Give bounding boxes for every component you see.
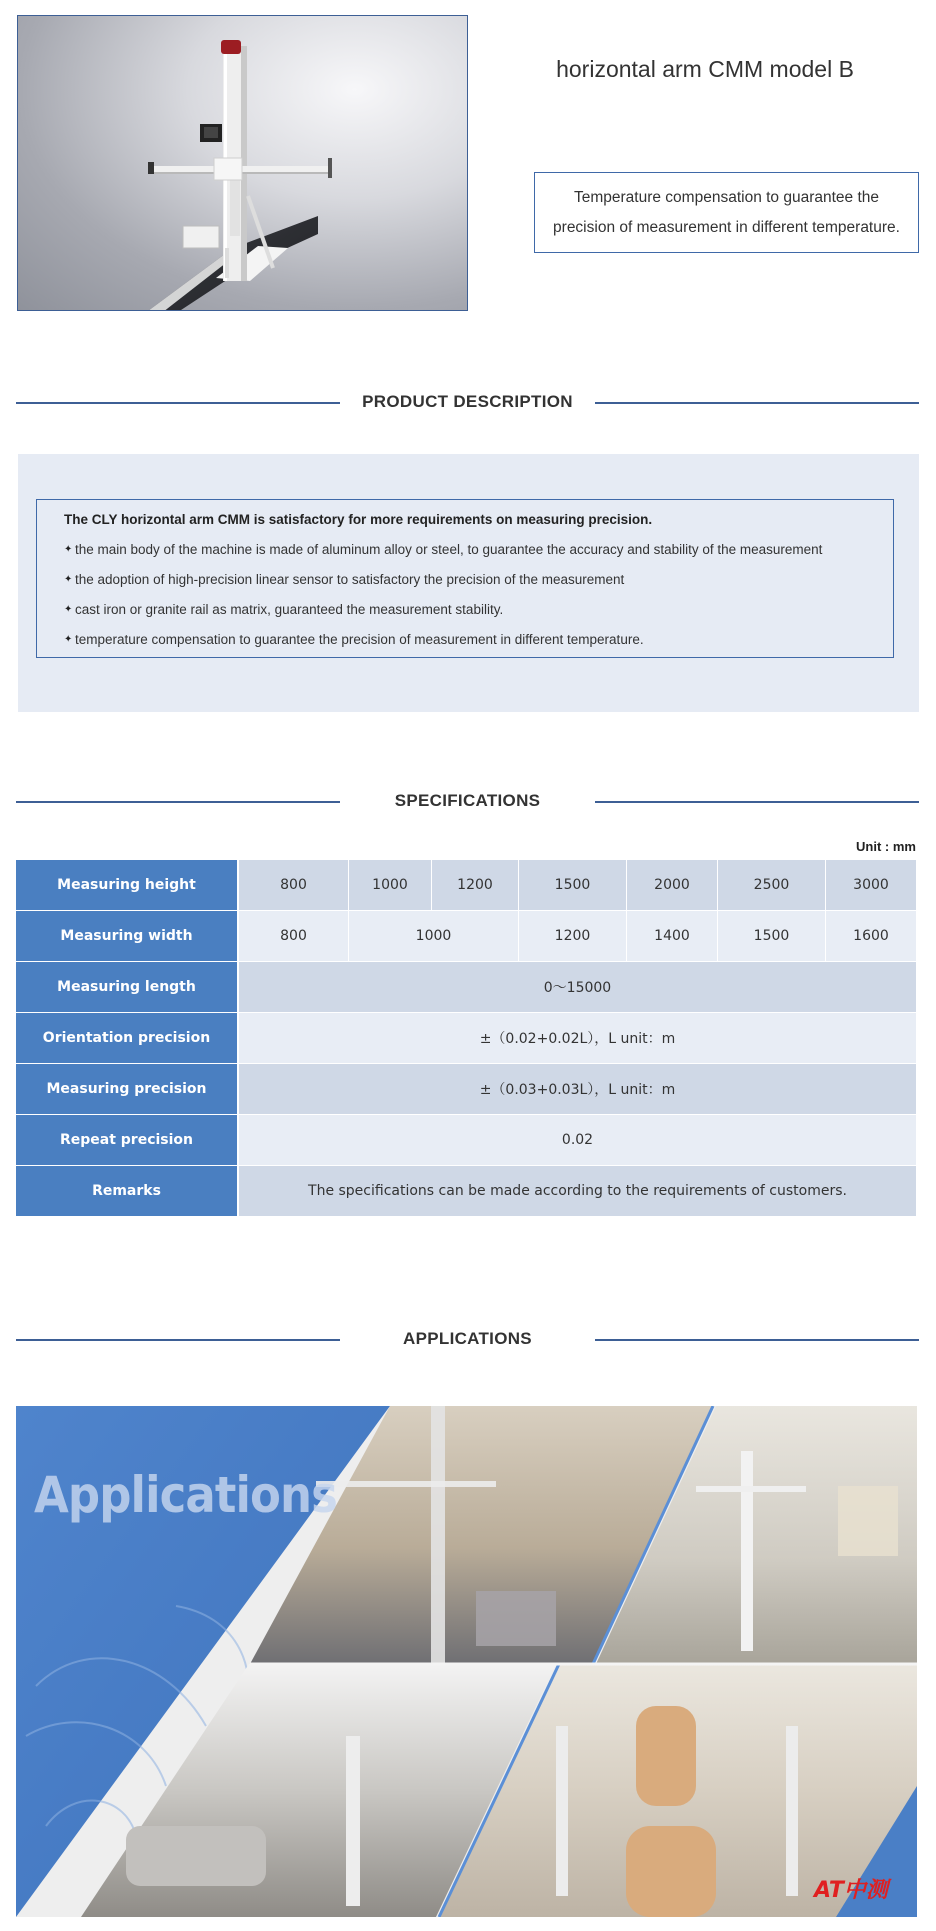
list-item [64, 630, 893, 650]
table-cell: 800 [239, 911, 349, 962]
bullet-icon: ✦ [64, 544, 73, 555]
description-intro: The CLY horizontal arm CMM is satisfactory for more requirements on measuring precision. [64, 512, 653, 527]
table-cell: 1500 [519, 860, 627, 911]
section-heading-description [16, 387, 919, 417]
description-panel [18, 454, 919, 712]
table-cell: ±（0.02+0.02L），L unit：m [239, 1013, 917, 1064]
row-header: Remarks [16, 1166, 239, 1217]
applications-banner-title: Applications [34, 1466, 338, 1524]
table-cell: 1400 [627, 911, 718, 962]
row-header: Measuring height [16, 860, 239, 911]
section-heading-applications [16, 1324, 919, 1354]
table-row [16, 1166, 917, 1217]
section-heading-specifications [16, 786, 919, 816]
list-item [64, 600, 893, 620]
unit-label: Unit : mm [856, 839, 916, 854]
heading-divider-right [595, 801, 919, 803]
brand-logo: AT中测 [814, 1878, 888, 1903]
heading-divider-left [16, 1339, 340, 1341]
list-item [64, 570, 893, 590]
table-cell: 1500 [718, 911, 826, 962]
list-item-text: the adoption of high-precision linear sensor to satisfactory the precision of the measurement [75, 572, 625, 587]
table-cell: 2000 [627, 860, 718, 911]
table-row [16, 1064, 917, 1115]
feature-callout-text: Temperature compensation to guarantee the precision of measurement in different temperature. [553, 188, 900, 236]
list-item [64, 540, 893, 560]
bullet-icon: ✦ [64, 634, 73, 645]
table-row [16, 1013, 917, 1064]
table-cell: 1000 [349, 911, 519, 962]
table-cell: 1600 [826, 911, 917, 962]
list-item-text: temperature compensation to guarantee the precision of measurement in different temperature. [75, 632, 644, 647]
list-item-text: cast iron or granite rail as matrix, guaranteed the measurement stability. [75, 602, 504, 617]
table-row [16, 1115, 917, 1166]
heading-divider-left [16, 801, 340, 803]
table-row [16, 860, 917, 911]
heading-divider-right [595, 1339, 919, 1341]
table-cell: 1000 [349, 860, 432, 911]
row-header: Measuring length [16, 962, 239, 1013]
feature-list [64, 540, 893, 650]
table-cell: 1200 [519, 911, 627, 962]
section-title-applications: APPLICATIONS [403, 1329, 532, 1348]
table-cell: 3000 [826, 860, 917, 911]
table-cell: 0.02 [239, 1115, 917, 1166]
row-header: Measuring precision [16, 1064, 239, 1115]
product-image [17, 15, 468, 311]
table-row [16, 962, 917, 1013]
table-cell: 0～15000 [239, 962, 917, 1013]
section-title-specifications: SPECIFICATIONS [394, 791, 541, 810]
table-cell: 2500 [718, 860, 826, 911]
section-title-description: PRODUCT DESCRIPTION [362, 392, 573, 411]
table-cell: 1200 [432, 860, 519, 911]
table-cell: ±（0.03+0.03L），L unit：m [239, 1064, 917, 1115]
applications-banner [16, 1406, 917, 1917]
row-header: Orientation precision [16, 1013, 239, 1064]
product-title: horizontal arm CMM model B [556, 56, 854, 82]
table-row [16, 911, 917, 962]
bullet-icon: ✦ [64, 574, 73, 585]
heading-divider-left [16, 402, 340, 404]
row-header: Measuring width [16, 911, 239, 962]
specifications-table [16, 860, 917, 1217]
row-header: Repeat precision [16, 1115, 239, 1166]
table-cell: 800 [239, 860, 349, 911]
heading-divider-right [595, 402, 919, 404]
table-cell: The specifications can be made according to the requirements of customers. [239, 1166, 917, 1217]
description-box [36, 499, 894, 658]
bullet-icon: ✦ [64, 604, 73, 615]
list-item-text: the main body of the machine is made of aluminum alloy or steel, to guarantee the accuracy and stability of the measurement [75, 542, 823, 557]
feature-callout [534, 172, 919, 253]
